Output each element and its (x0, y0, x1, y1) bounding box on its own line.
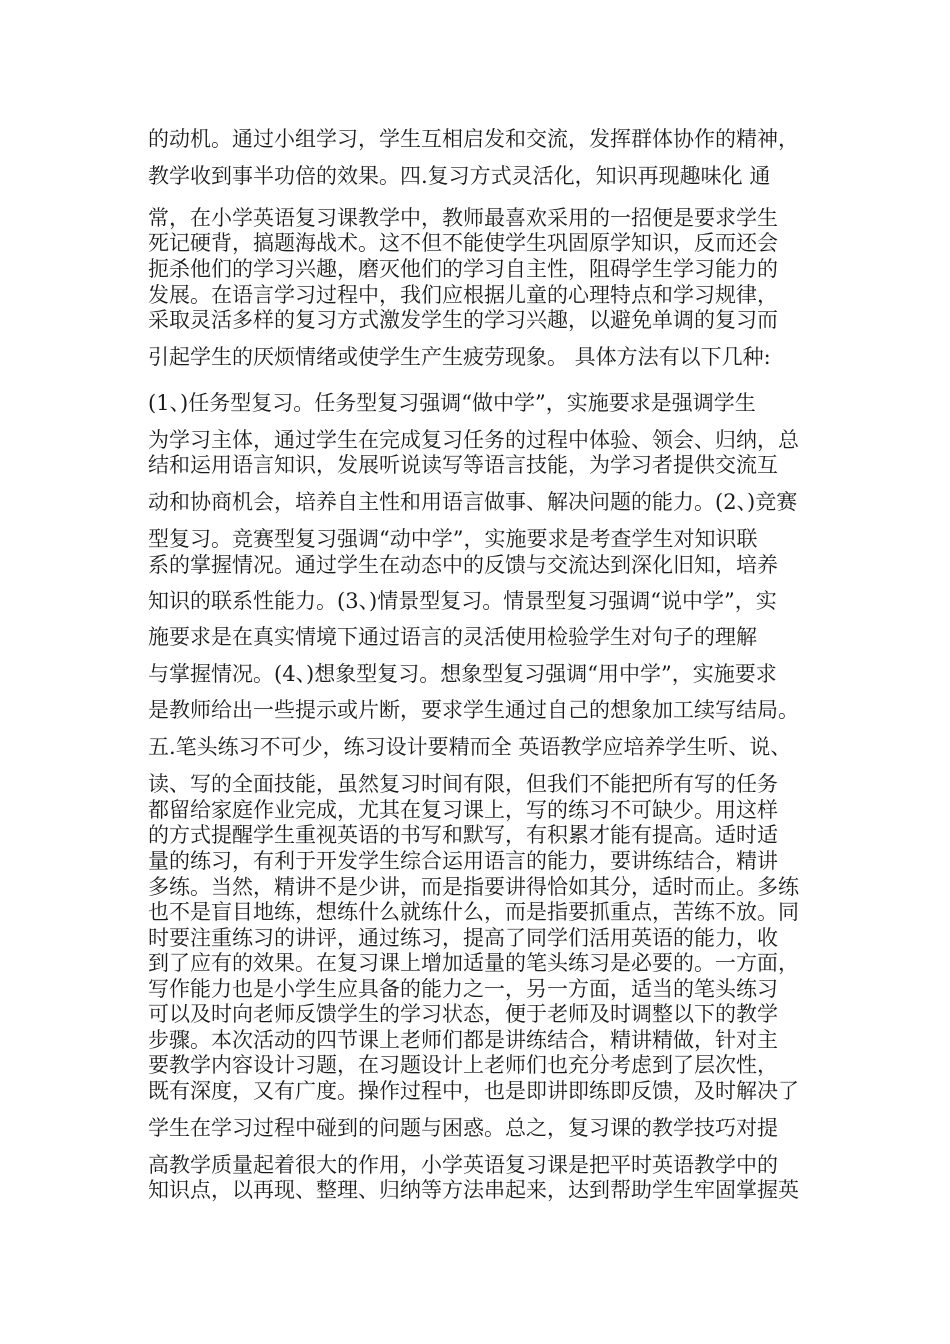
text-line: 都留给家庭作业完成，尤其在复习课上，写的练习不可缺少。用这样 (148, 798, 778, 822)
text-line: 也不是盲目地练，想练什么就练什么，而是指要抓重点，苦练不放。同 (148, 900, 799, 924)
text-line: 发展。在语言学习过程中，我们应根据儿童的心理特点和学习规律， (148, 283, 778, 307)
text-line: 的方式提醒学生重视英语的书写和默写，有积累才能有提高。适时适 (148, 823, 778, 847)
text-line: 时要注重练习的讲评，通过练习，提高了同学们活用英语的能力，收 (148, 926, 778, 950)
text-line: 引起学生的厌烦情绪或使学生产生疲劳现象。 具体方法有以下几种: (148, 345, 771, 369)
text-line: 型复习。竞赛型复习强调“动中学”，实施要求是考查学生对知识联 (148, 527, 758, 551)
text-line: 教学收到事半功倍的效果。四.复习方式灵活化，知识再现趣味化 通 (148, 164, 771, 188)
text-line: 多练。当然，精讲不是少讲，而是指要讲得恰如其分，适时而止。多练 (148, 875, 799, 899)
text-line: 知识点，以再现、整理、归纳等方法串起来，达到帮助学生牢固掌握英 (148, 1178, 799, 1202)
text-line: (1、)任务型复习。任务型复习强调“做中学”，实施要求是强调学生 (148, 391, 756, 415)
text-line: 的动机。通过小组学习，学生互相启发和交流，发挥群体协作的精神， (148, 127, 799, 151)
text-line: 可以及时向老师反馈学生的学习状态，便于老师及时调整以下的教学 (148, 1002, 778, 1026)
text-line: 高教学质量起着很大的作用，小学英语复习课是把平时英语教学中的 (148, 1153, 778, 1177)
text-line: 要教学内容设计习题，在习题设计上老师们也充分考虑到了层次性， (148, 1053, 778, 1077)
text-line: 量的练习，有利于开发学生综合运用语言的能力，要讲练结合，精讲 (148, 849, 778, 873)
text-line: 学生在学习过程中碰到的问题与困惑。总之，复习课的教学技巧对提 (148, 1116, 778, 1140)
text-line: 施要求是在真实情境下通过语言的灵活使用检验学生对句子的理解 (148, 625, 757, 649)
text-line: 系的掌握情况。通过学生在动态中的反馈与交流达到深化旧知，培养 (148, 553, 778, 577)
text-line: 为学习主体，通过学生在完成复习任务的过程中体验、领会、归纳，总 (148, 428, 799, 452)
text-line: 写作能力也是小学生应具备的能力之一，另一方面，适当的笔头练习 (148, 977, 778, 1001)
text-line: 与掌握情况。(4、)想象型复习。想象型复习强调“用中学”，实施要求 (148, 662, 777, 686)
text-line: 读、写的全面技能，虽然复习时间有限，但我们不能把所有写的任务 (148, 772, 778, 796)
text-line: 采取灵活多样的复习方式激发学生的学习兴趣，以避免单调的复习而 (148, 308, 778, 332)
text-line: 到了应有的效果。在复习课上增加适量的笔头练习是必要的。一方面， (148, 951, 799, 975)
text-line: 是教师给出一些提示或片断，要求学生通过自己的想象加工续写结局。 (148, 698, 799, 722)
text-line: 结和运用语言知识，发展听说读写等语言技能，为学习者提供交流互 (148, 453, 778, 477)
text-line: 既有深度，又有广度。操作过程中，也是即讲即练即反馈，及时解决了 (148, 1079, 799, 1103)
text-line: 动和协商机会，培养自主性和用语言做事、解决问题的能力。(2、)竞赛 (148, 490, 798, 514)
text-line: 死记硬背，搞题海战术。这不但不能使学生巩固原学知识，反而还会 (148, 231, 778, 255)
text-line: 五.笔头练习不可少，练习设计要精而全 英语教学应培养学生听、说、 (148, 735, 792, 759)
text-line: 扼杀他们的学习兴趣，磨灭他们的学习自主性，阻碍学生学习能力的 (148, 257, 778, 281)
text-line: 常，在小学英语复习课教学中，教师最喜欢采用的一招便是要求学生 (148, 206, 778, 230)
text-line: 知识的联系性能力。(3、)情景型复习。情景型复习强调“说中学”，实 (148, 589, 777, 613)
text-line: 步骤。本次活动的四节课上老师们都是讲练结合，精讲精做，针对主 (148, 1028, 778, 1052)
